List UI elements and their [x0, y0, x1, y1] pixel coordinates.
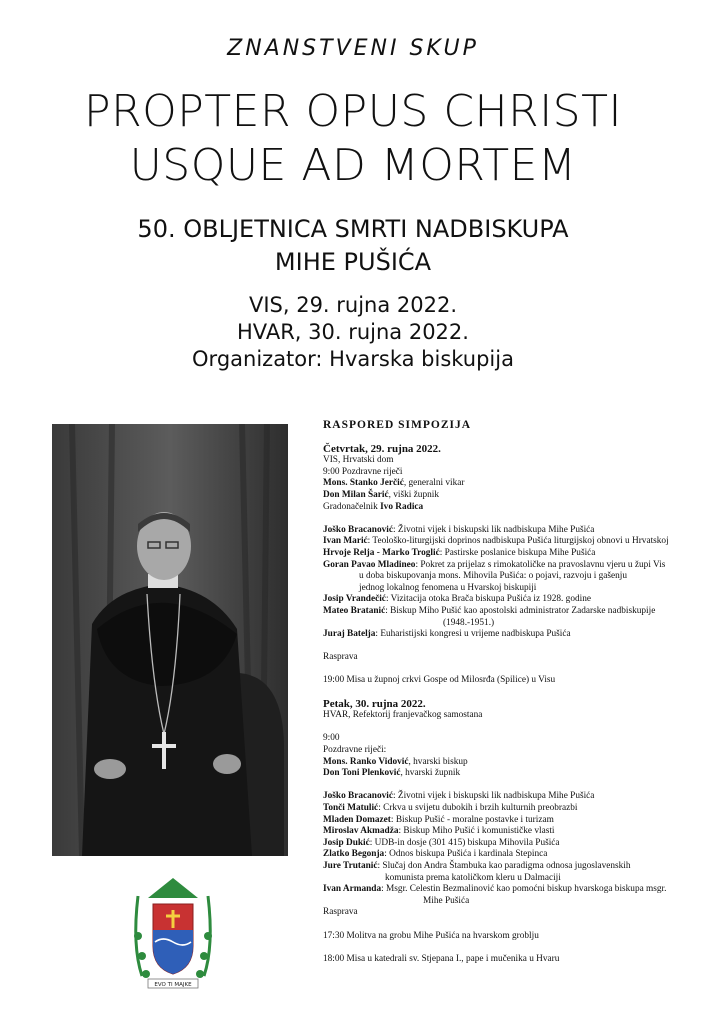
day1-greeting-2: Don Milan Šarić, viški župnik	[323, 489, 439, 500]
day2-talk-7: Jure Trutanić: Slučaj don Andra Štambuka kao paradigma odnosa jugoslavenskih	[323, 860, 631, 871]
title-line-1: PROPTER OPUS CHRISTI	[84, 86, 622, 137]
subtitle-line-1: 50. OBLJETNICA SMRTI NADBISKUPA	[137, 215, 569, 243]
day2-talk-8: Ivan Armanda: Msgr. Celestin Bezmalinović kao pomoćni biskup hvarskoga biskupa msgr.	[323, 884, 667, 895]
day1-talk-3: Hrvoje Relja - Marko Troglić: Pastirske poslanice biskupa Mihe Pušića	[323, 547, 596, 558]
day1-talk-2: Ivan Marić: Teološko-liturgijski doprinos nadbiskupa Pušića liturgijskoj obnovi u Hrvatskoj	[323, 536, 669, 547]
day1-talk-6: Mateo Bratanić: Biskup Miho Pušić kao apostolski administrator Zadarske nadbiskupije	[323, 605, 656, 616]
day2-talk-2: Tonči Matulić: Crkva u svijetu dubokih i brzih kulturnih preobrazbi	[323, 803, 578, 813]
day2-greeting-label: Pozdravne riječi:	[323, 745, 387, 756]
portrait-illustration	[52, 424, 288, 856]
day1-talk-4-cont-2: jednog lokalnog fenomena u Hvarskoj biskupiji	[359, 582, 537, 593]
day1-talk-7: Juraj Batelja: Euharistijski kongresi u vrijeme nadbiskupa Pušića	[323, 629, 571, 640]
day1-time: 9:00 Pozdravne riječi	[323, 466, 403, 477]
day1-discussion: Rasprava	[323, 652, 358, 663]
schedule-heading: RASPORED SIMPOZIJA	[323, 419, 472, 431]
day1-mass: 19:00 Misa u župnoj crkvi Gospe od Milosrđa (Spilice) u Visu	[323, 675, 556, 686]
day2-talk-4: Miroslav Akmadža: Biskup Miho Pušić i komunističke vlasti	[323, 826, 555, 837]
subtitle-line-2: MIHE PUŠIĆA	[274, 248, 432, 276]
day2-greeting-2: Don Toni Plenković, hvarski župnik	[323, 768, 461, 779]
day1-place: VIS, Hrvatski dom	[323, 455, 394, 466]
day2-time: 9:00	[323, 733, 340, 744]
day1-date: Četvrtak, 29. rujna 2022.	[323, 442, 441, 455]
title-line-2: USQUE AD MORTEM	[129, 140, 577, 191]
day1-talk-4: Goran Pavao Mladineo: Pokret za prijelaz s rimokatoličke na pravoslavnu vjeru u župi Vis	[323, 559, 666, 570]
date-hvar: HVAR, 30. rujna 2022.	[237, 320, 469, 344]
day1-greeting-3: Gradonačelnik Ivo Radica	[323, 501, 424, 512]
day2-date: Petak, 30. rujna 2022.	[323, 697, 426, 710]
day2-talk-3: Mladen Domazet: Biskup Pušić - moralne postavke i turizam	[323, 814, 554, 825]
portrait-photo	[52, 424, 288, 856]
day1-greeting-1: Mons. Stanko Jerčić, generalni vikar	[323, 478, 465, 489]
day1-talk-5: Josip Vrandečić: Vizitacija otoka Brača biskupa Pušića iz 1928. godine	[323, 594, 591, 605]
day2-greeting-1: Mons. Ranko Vidović, hvarski biskup	[323, 756, 468, 767]
organizer: Organizator: Hvarska biskupija	[192, 347, 514, 371]
day1-talk-4-cont-1: u doba biskupovanja mons. Mihovila Pušića: o pojavi, razvoju i gašenju	[359, 571, 628, 582]
day2-talk-7-cont: komunista prema katoličkom kleru u Dalmaciji	[385, 872, 561, 883]
day2-talk-5: Josip Dukić: UDB-in dosje (301 415) biskupa Mihovila Pušića	[323, 837, 560, 848]
day2-talk-6: Zlatko Begonja: Odnos biskupa Pušića i kardinala Stepinca	[323, 849, 548, 860]
day1-talk-6-cont: (1948.-1951.)	[443, 617, 495, 628]
bishop-coat-of-arms	[128, 876, 218, 996]
day2-place: HVAR, Refektorij franjevačkog samostana	[323, 710, 483, 721]
date-vis: VIS, 29. rujna 2022.	[248, 293, 458, 317]
day1-talk-1: Joško Bracanović: Životni vijek i biskupski lik nadbiskupa Mihe Pušića	[323, 524, 595, 535]
day2-prayer: 17:30 Molitva na grobu Mihe Pušića na hvarskom groblju	[323, 930, 539, 941]
symposium-schedule	[323, 420, 693, 965]
day2-mass: 18:00 Misa u katedrali sv. Stjepana I., pape i mučenika u Hvaru	[323, 953, 560, 964]
day2-discussion: Rasprava	[323, 907, 358, 918]
event-kicker: ZNANSTVENI SKUP	[227, 36, 479, 61]
day2-talk-1: Joško Bracanović: Životni vijek i biskupski lik nadbiskupa Mihe Pušića	[323, 791, 595, 802]
day2-talk-8-cont: Mihe Pušića	[423, 895, 470, 906]
crest-motto: EVO TI MAJKE	[154, 982, 192, 988]
